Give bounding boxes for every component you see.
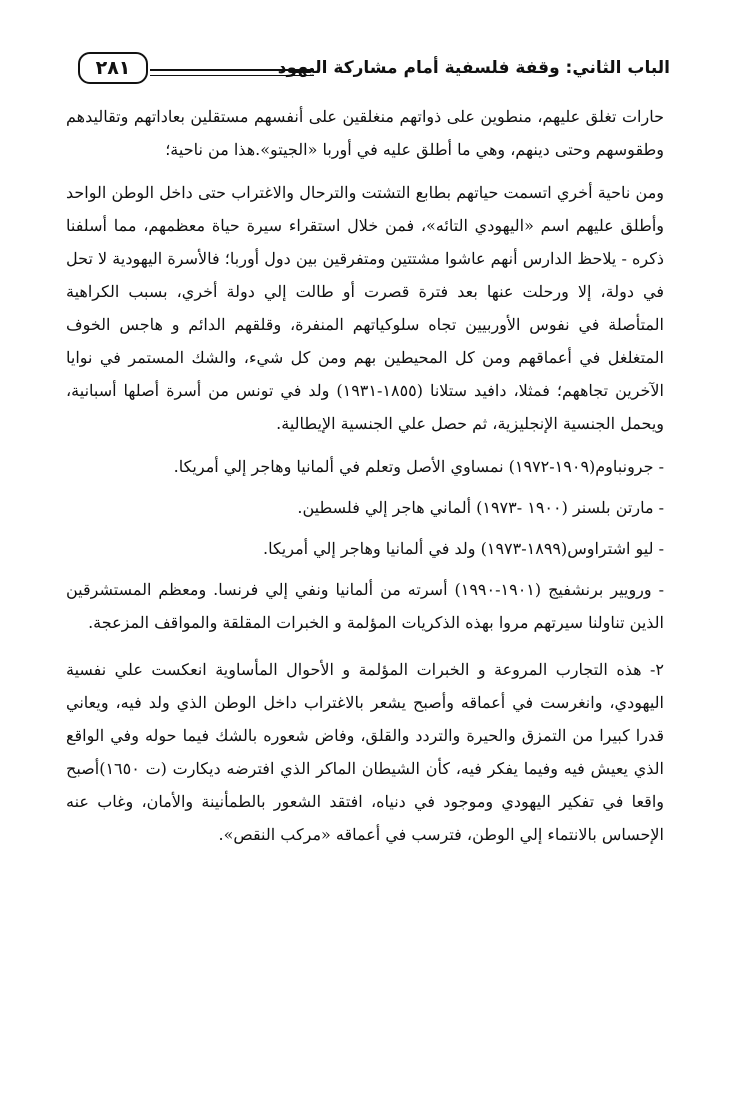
chapter-title: الباب الثاني: وقفة فلسفية أمام مشاركة اليهود <box>277 58 670 78</box>
list-item: - ورويير برنشفيج (١٩٠١-١٩٩٠) أسرته من ألمانيا ونفي إلي فرنسا. ومعظم المستشرقين الذين تناولنا سيرتهم مروا بهذه الذكريات المؤلمة و الخبرات المقلقة والمواقف المزعجة. <box>66 580 665 632</box>
paragraph: ٢- هذه التجارب المروعة و الخبرات المؤلمة و الأحوال المأساوية انعكست علي نفسية اليهودي، وانغرست في أعماقه وأصبح يشعر بالاغتراب داخل الوطن الذي ولد فيه، ويعاني قدرا كبيرا من التمزق والحيرة والتردد والقلق، وفاض شعوره بالشك فيما حوله وفي الواقع الذي يعيش فيه وفيما يفكر فيه، كأن الشيطان الماكر الذي افترضه ديكارت (ت ١٦٥٠)أصبح واقعا في تفكير اليهودي وموجود في دنياه، افتقد الشعور بالطمأنينة والأمان، وغاب عنه الإحساس بالانتماء إلي الوطن، فترسب في أعماقه «مركب النقص». <box>66 660 664 844</box>
paragraph: ومن ناحية أخري اتسمت حياتهم بطابع التشتت والترحال والاغتراب حتى داخل الوطن الواحد وأطلق عليهم اسم «اليهودي التائه»، فمن خلال استقراء سيرة حياة معظمهم، مما أسلفنا ذكره - يلاحظ الدارس أنهم عاشوا مشتتين ومتفرقين بين دول أوربا؛ فالأسرة اليهودية لا تحل في دولة، إلا ورحلت عنها بعد فترة قصرت أو طالت إلي دولة أخري، بسبب الكراهية المتأصلة في نفوس الأوربيين تجاه سلوكياتهم المنفرة، وقلقهم الدائم و هاجس الخوف المتغلغل في أعماقهم ومن كل المحيطين بهم ومن كل شيء، والشك المستمر في نوايا الآخرين تجاههم؛ فمثلا، دافيد ستلانا (١٨٥٥-١٩٣١) ولد في تونس من أسرة أصلها أسبانية، ويحمل الجنسية الإنجليزية، ثم حصل علي الجنسية الإيطالية. <box>66 183 665 433</box>
page-header <box>78 52 670 92</box>
list-item: - ليو اشتراوس(١٨٩٩-١٩٧٣) ولد في ألمانيا وهاجر إلي أمريكا. <box>262 539 664 558</box>
list-item: - جرونباوم(١٩٠٩-١٩٧٢) نمساوي الأصل وتعلم في ألمانيا وهاجر إلي أمريكا. <box>173 457 664 476</box>
header-divider <box>150 69 314 71</box>
page-number: ٢٨١ <box>78 52 148 84</box>
paragraph: حارات تغلق عليهم، منطوين على ذواتهم منغلقين على أنفسهم مستقلين بعاداتهم وتقاليدهم وطقوسهم وحتى دينهم، وهي ما أطلق عليه في أوربا «الجيتو».هذا من ناحية؛ <box>66 107 664 159</box>
header-divider-thin <box>150 75 314 76</box>
body-text <box>66 100 664 861</box>
list-item: - مارتن بلسنر (١٩٠٠ -١٩٧٣) ألماني هاجر إلي فلسطين. <box>297 498 664 517</box>
